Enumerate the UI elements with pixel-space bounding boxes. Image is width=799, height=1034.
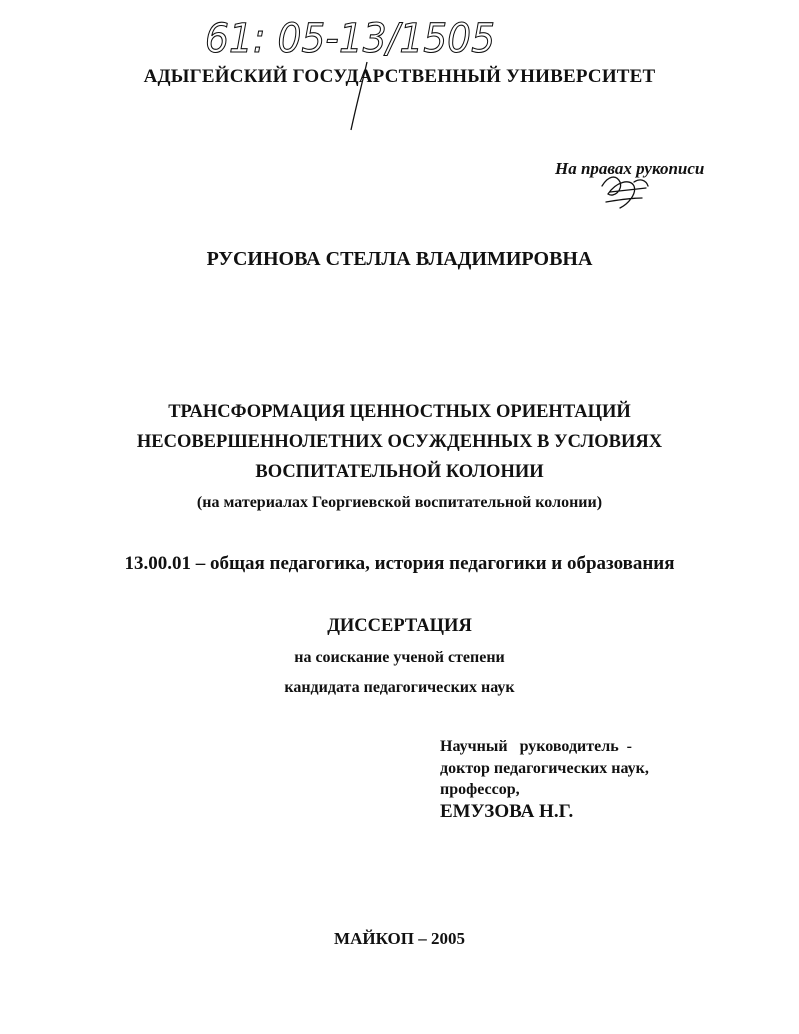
advisor-degree: доктор педагогических наук, — [440, 760, 649, 777]
handwritten-archive-number — [205, 14, 505, 62]
advisor-title: профессор, — [440, 781, 520, 798]
dissertation-title-line: НЕСОВЕРШЕННОЛЕТНИХ ОСУЖДЕННЫХ В УСЛОВИЯХ — [136, 432, 663, 452]
dissertation-title-line: ТРАНСФОРМАЦИЯ ЦЕННОСТНЫХ ОРИЕНТАЦИЙ — [168, 402, 631, 422]
author-name: РУСИНОВА СТЕЛЛА ВЛАДИМИРОВНА — [206, 248, 593, 270]
university-name: АДЫГЕЙСКИЙ ГОСУДАРСТВЕННЫЙ УНИВЕРСИТЕТ — [143, 66, 656, 87]
handwritten-signature — [590, 168, 660, 213]
handwritten-slash-mark — [345, 60, 375, 132]
specialty-code: 13.00.01 – общая педагогика, история педагогики и образования — [124, 553, 675, 574]
handwritten-archive-number-text: 61: 05-13/1505 — [205, 16, 495, 62]
city-year: МАЙКОП – 2005 — [334, 929, 465, 948]
degree-line: на соискание ученой степени — [294, 649, 505, 666]
degree-line: кандидата педагогических наук — [284, 679, 515, 696]
dissertation-subtitle: (на материалах Георгиевской воспитательной колонии) — [196, 494, 603, 511]
document-type: ДИССЕРТАЦИЯ — [327, 616, 472, 636]
advisor-name: ЕМУЗОВА Н.Г. — [440, 801, 574, 822]
dissertation-title-line: ВОСПИТАТЕЛЬНОЙ КОЛОНИИ — [255, 462, 544, 482]
advisor-role: Научный руководитель - — [440, 738, 632, 755]
manuscript-rights-note: На правах рукописи — [555, 159, 705, 178]
